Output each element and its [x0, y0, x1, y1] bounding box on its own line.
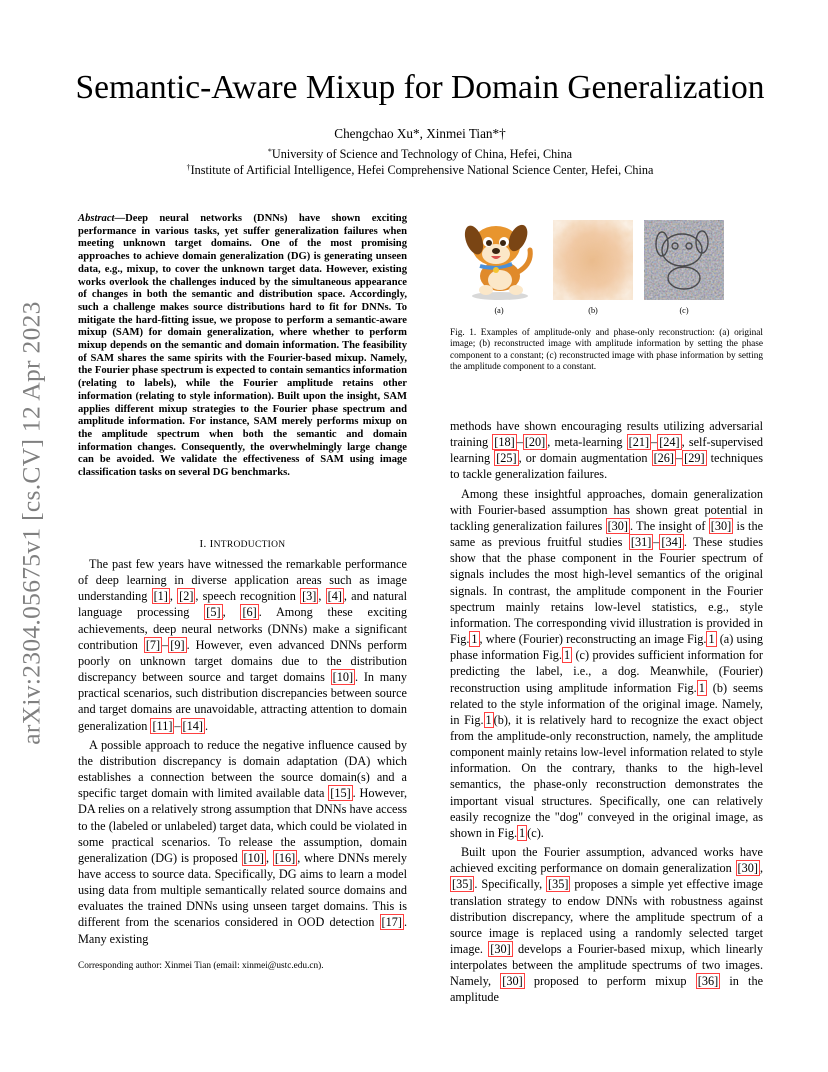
citation-link[interactable]: [6]: [242, 605, 257, 620]
phase-only-reconstruction: [644, 220, 724, 300]
paragraph-intro-1: The past few years have witnessed the remarkable performance of deep learning in diverse application areas such as image understanding [1] , [2] , speech recognition [3] , [4] , and natural language processing [5] , [6] . Among these exciting achievements, deep neural networks (DNNs) make a significant contribution [7] – [9] . However, even advanced DNNs perform poorly on unknown target domains due to the distribution discrepancy between source and target domains [10] . In many practical scenarios, such distribution discrepancies between source and target domains are unavoidable, attracting attention to domain generalization [11] – [14] .: [78, 557, 408, 733]
citation-link[interactable]: [3]: [302, 589, 317, 604]
panel-label-a: (a): [494, 306, 504, 315]
paper-title: Semantic-Aware Mixup for Domain Generalization: [75, 69, 765, 106]
citation-link[interactable]: [20]: [524, 435, 546, 450]
affiliation-2: [60, 160, 780, 178]
citation-link[interactable]: [21]: [628, 435, 650, 450]
abstract-lead: Abstract: [78, 213, 115, 224]
affiliation-1-mark: *: [267, 147, 272, 156]
figure-ref-link[interactable]: 1: [471, 632, 478, 647]
paragraph-right-2: Among these insightful approaches, domain generalization with Fourier-based assumption has shown great potential in tackling generalization failures [30] . The insight of [30] is the same as previous fruitful studies [31] – [34] . These studies show that the phase component in the Fourier spectrum of signals includes the most high-level semantics of the original signals. In contrast, the amplitude component in the Fourier spectrum mainly retains low-level statistics, e.g., style information. The corresponding vivid illustration is provided in Fig. 1 , where (Fourier) reconstructing an image Fig. 1 (a) using phase information Fig. 1 (c) provides sufficient information for predicting the label, i.e., a dog. Meanwhile, (Fourier) reconstruction using amplitude information Fig. 1 (b) seems related to the style information of the original image. Namely, in Fig. 1 (b), it is relatively hard to recognize the exact object from the amplitude-only reconstruction, namely, the amplitude component mainly retains low-level information related to style information. On the contrary, thanks to the high-level semantics, the phase-only reconstruction demonstrates the important visual structures. Specifically, one can relatively easily recognize the "dog" conveyed in the original image, as shown in Fig. 1 (c).: [450, 486, 764, 840]
citation-link[interactable]: [9]: [170, 637, 185, 652]
citation-link[interactable]: [24]: [659, 435, 680, 450]
citation-link[interactable]: [36]: [697, 974, 719, 989]
right-column-body: [450, 418, 763, 1009]
citation-link[interactable]: [15]: [330, 786, 351, 801]
paragraph-right-3: Built upon the Fourier assumption, advanced works have achieved exciting performance on domain generalization [30] , [35] . Specifically, [35] proposes a simple yet effective image translation strategy to endow DNNs with robustness against distribution discrepancy, where the amplitude spectrum of a source image is replaced using a randomly selected target image. [30] develops a Fourier-based mixup, which linearly interpolates between the amplitude spectrums of two images. Namely, [30] proposed to perform mixup [36] in the amplitude: [450, 845, 764, 1005]
citation-link[interactable]: [16]: [274, 850, 296, 865]
affiliation-2-mark: †: [186, 163, 191, 172]
abstract: [78, 213, 407, 480]
citation-link[interactable]: [14]: [182, 718, 203, 733]
citation-link[interactable]: [30]: [490, 942, 511, 956]
citation-link[interactable]: [30]: [737, 861, 758, 876]
citation-link[interactable]: [17]: [381, 915, 402, 930]
original-dog-image: [460, 220, 538, 302]
corresponding-author-footnote: Corresponding author: Xinmei Tian (email: xinmei@ustc.edu.cn).: [78, 961, 324, 971]
figure-ref-link[interactable]: 1: [485, 712, 492, 727]
citation-link[interactable]: [2]: [179, 589, 194, 604]
arxiv-identifier: arXiv:2304.05675v1 [cs.CV] 12 Apr 2023: [17, 301, 47, 745]
section-heading-introduction: [78, 538, 407, 550]
panel-label-c: (c): [679, 306, 689, 315]
affiliation-2-text: Institute of Artificial Intelligence, Hefei Comprehensive National Science Center, Hefei, China: [190, 163, 654, 177]
citation-link[interactable]: [34]: [661, 535, 682, 550]
citation-link[interactable]: [35]: [548, 877, 569, 892]
left-column-body: [78, 556, 407, 950]
citation-link[interactable]: [25]: [496, 451, 517, 466]
author-list: Chengchao Xu*, Xinmei Tian*†: [334, 126, 506, 141]
figure-1-caption: Fig. 1. Examples of amplitude-only and phase-only reconstruction: (a) original image; (b) reconstructed image with amplitude information by setting the phase component to a constant; (c) reconstructed image with phase information by setting the amplitude component to a constant.: [450, 328, 763, 372]
figure-1-panels: [450, 216, 763, 316]
arxiv-sidebar-stamp: [18, 283, 46, 763]
citation-link[interactable]: [10]: [332, 670, 354, 685]
figure-ref-link[interactable]: 1: [708, 632, 715, 647]
section-number: I.: [199, 538, 207, 550]
figure-1: [450, 216, 763, 372]
citation-link[interactable]: [4]: [327, 589, 342, 604]
amplitude-only-reconstruction: [553, 220, 633, 300]
citation-link[interactable]: [29]: [684, 451, 705, 466]
abstract-text: —Deep neural networks (DNNs) have shown exciting performance in various tasks, yet suffer generalization failures when meeting unknown target domains. One of the most promising approaches to achieve domain generalization (DG) is generating unseen data, e.g., mixup, to cover the unknown target data. However, existing works overlook the challenges induced by the simultaneous appearance of changes in both the semantic and distribution space. Accordingly, such a challenge makes source distributions hard to fit for DNNs. To mitigate the hard-fitting issue, we propose to perform a semantic-aware mixup (SAM) for domain generalization, where whether to perform mixup depends on the semantic and domain information. The feasibility of SAM shares the same spirits with the Fourier-based mixup. Namely, the Fourier phase spectrum is expected to contain semantics information (relating to labels), while the Fourier amplitude retains other information (relating to style information). Built upon the insight, SAM applies different mixup strategies to the Fourier phase spectrum and amplitude information. For instance, SAM merely performs mixup on the amplitude spectrum when both the semantic and domain information changes. Consequently, the overwhelmingly large change can be avoided. We validate the effectiveness of SAM using image classification tasks on several DG benchmarks.: [78, 213, 407, 479]
section-title-rest: NTRODUCTION: [213, 540, 286, 550]
citation-link[interactable]: [11]: [152, 718, 173, 733]
panel-label-b: (b): [588, 306, 598, 315]
citation-link[interactable]: [30]: [607, 518, 628, 533]
citation-link[interactable]: [10]: [243, 850, 264, 865]
affiliation-1-text: University of Science and Technology of China, Hefei, China: [271, 147, 573, 161]
figure-ref-link[interactable]: 1: [698, 680, 705, 695]
citation-link[interactable]: [18]: [494, 435, 515, 450]
figure-ref-link[interactable]: 1: [519, 825, 526, 840]
citation-link[interactable]: [31]: [630, 535, 652, 550]
citation-link[interactable]: [26]: [653, 451, 674, 466]
citation-link[interactable]: [5]: [206, 605, 221, 620]
citation-link[interactable]: [7]: [145, 637, 161, 652]
citation-link[interactable]: [30]: [710, 518, 732, 533]
paragraph-right-1: methods have shown encouraging results utilizing adversarial training [18] – [20] , meta-learning [21] – [24] , self-supervised learning [25] , or domain augmentation [26] – [29] techniques to tackle generalization failures.: [450, 419, 763, 482]
figure-ref-link[interactable]: 1: [563, 648, 571, 663]
citation-link[interactable]: [1]: [153, 589, 168, 604]
citation-link[interactable]: [35]: [452, 877, 473, 892]
section-title-initial: I: [209, 538, 214, 550]
citation-link[interactable]: [30]: [502, 974, 523, 989]
paragraph-intro-2: A possible approach to reduce the negative influence caused by the distribution discrepancy is domain adaptation (DA) which establishes a connection between the source domain(s) and a specific target domain with limited available data [15] . However, DA relies on a relatively strong assumption that DNNs have access to the (labeled or unlabeled) target data, which could be violated in some practical scenarios. To release the assumption, domain generalization (DG) is proposed [10] , [16] , where DNNs merely have access to source data. Specifically, DG aims to learn a model using data from multiple semantically related source domains and evaluates the trained DNNs using unseen target domains. This is different from the scenarios considered in OOD detection [17] . Many existing: [78, 737, 408, 946]
